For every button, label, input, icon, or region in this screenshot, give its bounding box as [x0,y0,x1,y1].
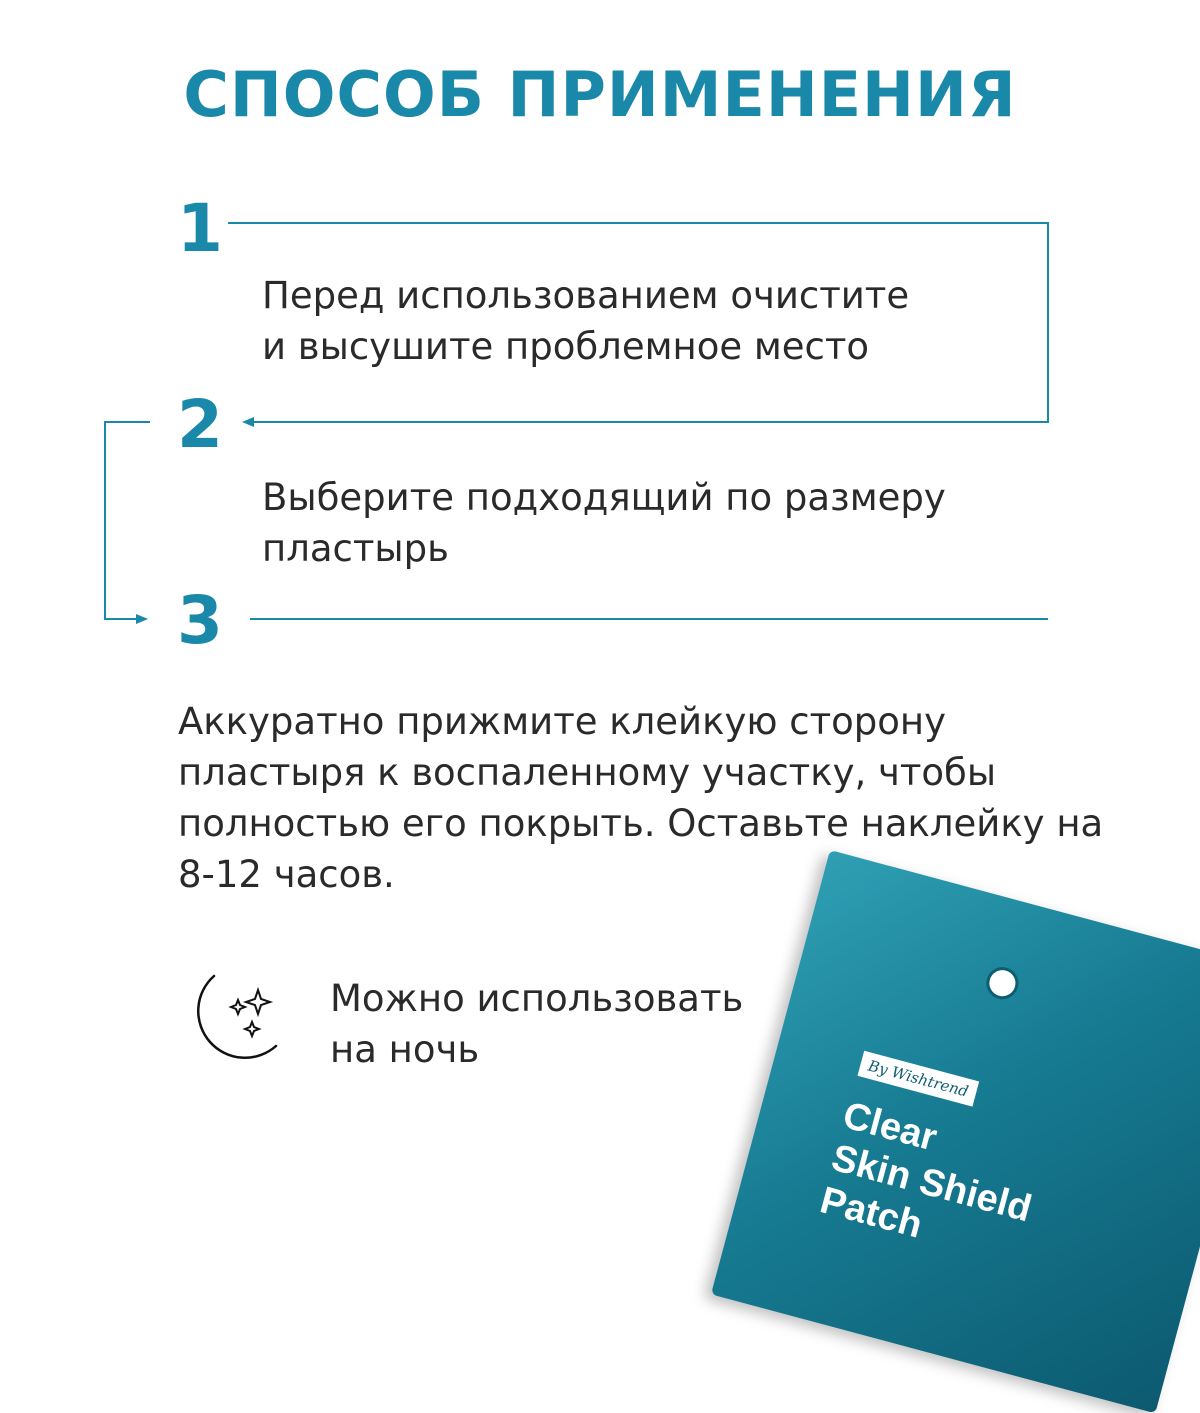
product-name: Clear Skin Shield Patch [815,1094,1036,1247]
arrowhead-3-icon [136,614,148,624]
step-number-1: 1 [177,190,223,267]
step-text-2 [262,472,946,574]
product-brand: By Wishtrend [857,1051,979,1107]
step-number-3: 3 [177,582,223,659]
connector-2-3 [105,422,150,619]
step-text-1-content: Перед использованием очистите и высушите проблемное место [262,274,910,368]
page-title: СПОСОБ ПРИМЕНЕНИЯ [183,58,1017,131]
night-use-text: Можно использовать на ночь [330,977,744,1071]
step-number-2: 2 [177,386,223,463]
night-use-note [330,973,743,1075]
step-text-2-content: Выберите подходящий по размеру пластырь [262,476,946,570]
arrowhead-2-icon [242,417,254,427]
step-text-1 [262,270,909,372]
package-hang-hole [983,964,1022,1003]
step-text-3: Аккуратно прижмите клейкую сторону пластыря к воспаленному участку, чтобы полностью его покрыть. Оставьте наклейку на 8-12 часов. [178,700,1104,896]
moon-stars-icon [172,968,282,1078]
